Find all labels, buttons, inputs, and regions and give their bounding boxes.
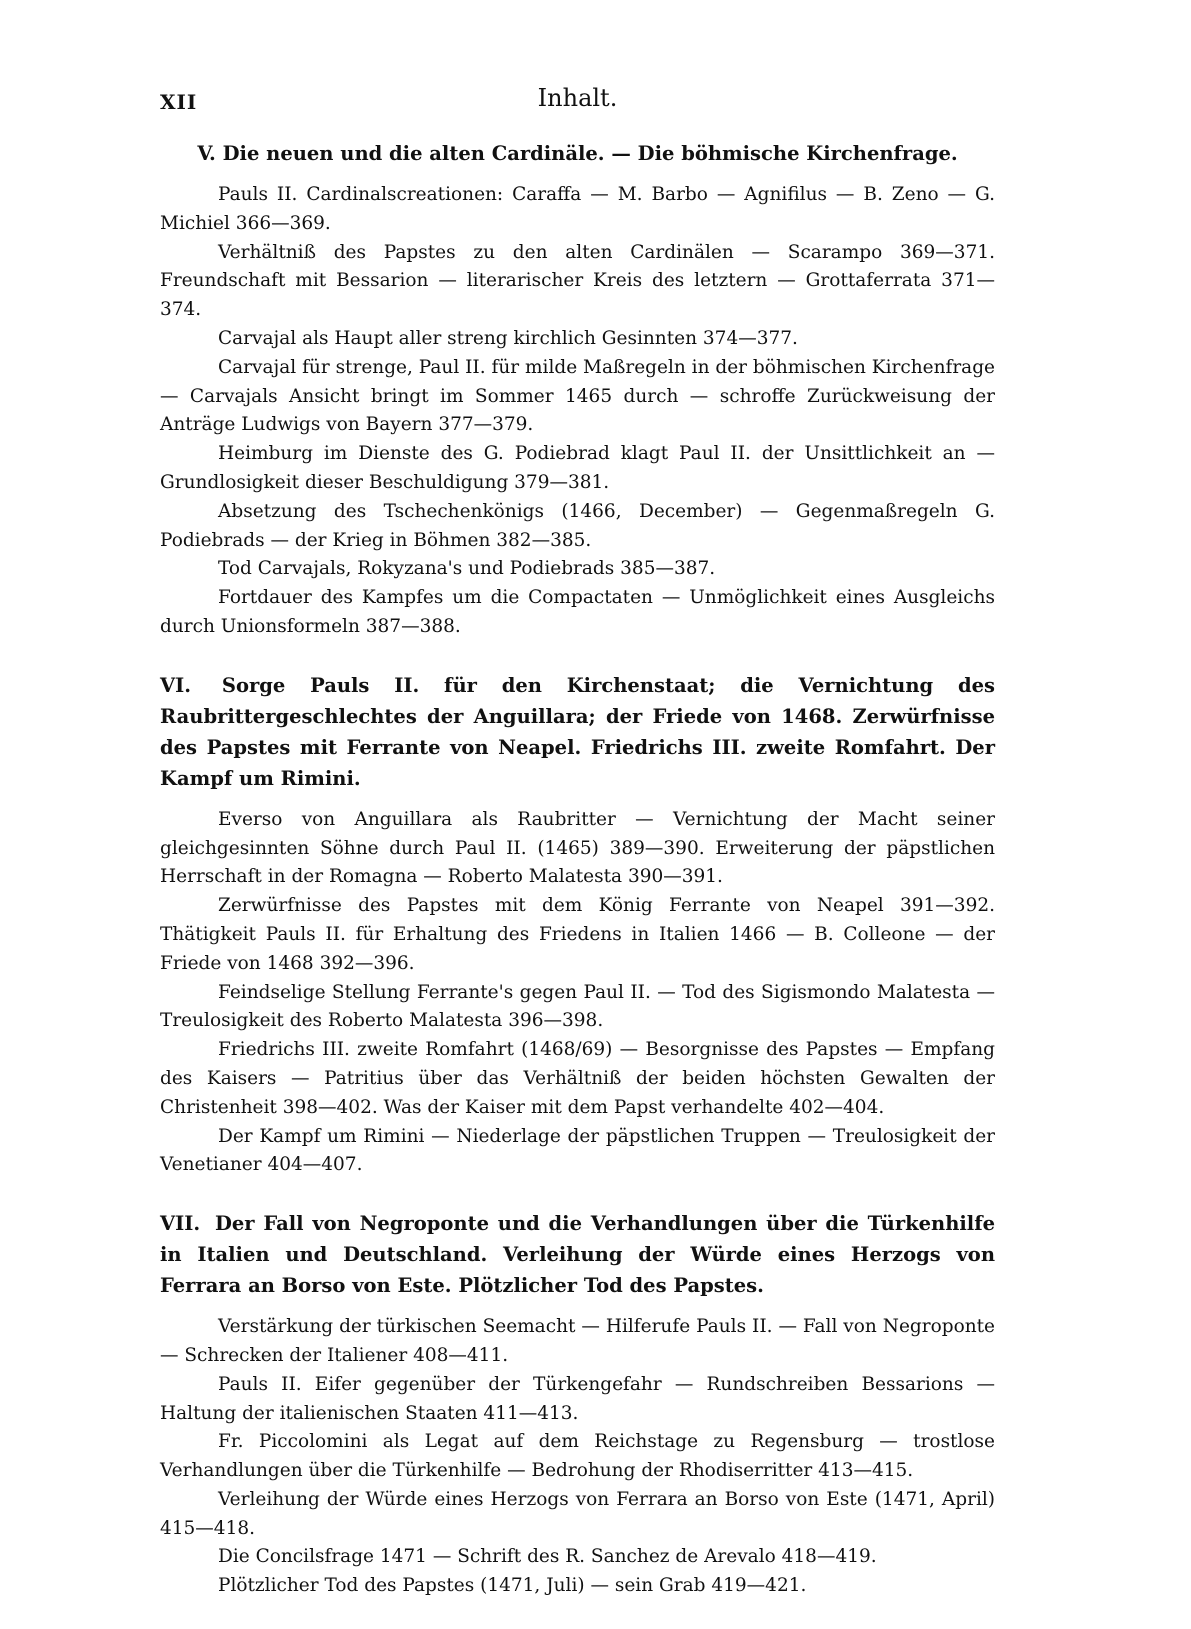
section-heading bbox=[160, 1208, 995, 1301]
toc-entry: Friedrichs III. zweite Romfahrt (1468/69) — Besorgnisse des Papstes — Empfang des Kaisers — Patritius über das Verhältniß der beiden höchsten Gewalten der Christenheit 398—402. Was der Kaiser mit dem Papst verhandelte 402—404. bbox=[160, 1039, 995, 1118]
toc-entry: Carvajal als Haupt aller streng kirchlich Gesinnten 374—377. bbox=[218, 327, 798, 349]
section-number: VI. bbox=[160, 673, 192, 697]
toc-entry: Zerwürfnisse des Papstes mit dem König Ferrante von Neapel 391—392. Thätigkeit Pauls II. für Erhaltung des Friedens in Italien 1466 — B. Colleone — der Friede von 1468 392—396. bbox=[160, 895, 995, 974]
section-v-entries bbox=[160, 181, 995, 642]
page-header bbox=[160, 84, 995, 124]
page-number: XII bbox=[160, 90, 198, 114]
section-vii-heading bbox=[160, 1208, 995, 1301]
toc-entry: Fr. Piccolomini als Legat auf dem Reichstage zu Regensburg — trostlose Verhandlungen über die Türkenhilfe — Bedrohung der Rhodiserritter 413—415. bbox=[160, 1431, 995, 1482]
section-title: Der Fall von Negroponte und die Verhandlungen über die Türkenhilfe in Italien und Deutschland. Verleihung der Würde eines Herzogs von Ferrara an Borso von Este. Plötzlicher Tod des Papstes. bbox=[160, 1212, 995, 1298]
toc-entry: Carvajal für strenge, Paul II. für milde Maßregeln in der böhmischen Kirchenfrage — Carvajals Ansicht bringt im Sommer 1465 durch — schroffe Zurückweisung der Anträge Ludwigs von Bayern 377—379. bbox=[160, 356, 995, 436]
section-heading bbox=[160, 138, 995, 169]
toc-entry: Der Kampf um Rimini — Niederlage der päpstlichen Truppen — Treulosigkeit der Venetianer 404—407. bbox=[160, 1125, 995, 1176]
section-title: Die neuen und die alten Cardinäle. — Die böhmische Kirchenfrage. bbox=[222, 142, 958, 165]
toc-entry: Verstärkung der türkischen Seemacht — Hilferufe Pauls II. — Fall von Negroponte — Schrecken der Italiener 408—411. bbox=[160, 1316, 995, 1366]
toc-entry: Tod Carvajals, Rokyzana's und Podiebrads 385—387. bbox=[218, 558, 716, 580]
running-title: Inhalt. bbox=[537, 84, 618, 112]
section-title: Sorge Pauls II. für den Kirchenstaat; die Vernichtung des Raubrittergeschlechtes der Anguillara; der Friede von 1468. Zerwürfnisse des Papstes mit Ferrante von Neapel. Friedrichs III. zweite Romfahrt. Der Kampf um Rimini. bbox=[160, 673, 995, 790]
section-vi-entries bbox=[160, 806, 995, 1180]
toc-entry: Absetzung des Tschechenkönigs (1466, December) — Gegenmaßregeln G. Podiebrads — der Krieg in Böhmen 382—385. bbox=[160, 500, 995, 551]
toc-entry: Verleihung der Würde eines Herzogs von Ferrara an Borso von Este (1471, April) 415—418. bbox=[160, 1488, 995, 1539]
section-number: V. bbox=[197, 142, 216, 165]
section-heading bbox=[160, 670, 995, 794]
toc-entry: Heimburg im Dienste des G. Podiebrad klagt Paul II. der Unsittlichkeit an — Grundlosigkeit dieser Beschuldigung 379—381. bbox=[160, 443, 995, 493]
toc-entry: Verhältniß des Papstes zu den alten Cardinälen — Scarampo 369—371. Freundschaft mit Bessarion — literarischer Kreis des letztern — Grottaferrata 371—374. bbox=[160, 241, 995, 321]
toc-entry: Fortdauer des Kampfes um die Compactaten — Unmöglichkeit eines Ausgleichs durch Unionsformeln 387—388. bbox=[160, 587, 995, 637]
section-vii-entries bbox=[160, 1313, 995, 1601]
toc-entry: Everso von Anguillara als Raubritter — Vernichtung der Macht seiner gleichgesinnten Söhne durch Paul II. (1465) 389—390. Erweiterung der päpstlichen Herrschaft in der Romagna — Roberto Malatesta 390—391. bbox=[160, 808, 995, 888]
section-v-heading bbox=[160, 138, 995, 169]
toc-entry: Pauls II. Eifer gegenüber der Türkengefahr — Rundschreiben Bessarions — Haltung der italienischen Staaten 411—413. bbox=[160, 1373, 995, 1424]
section-vi-heading bbox=[160, 670, 995, 794]
toc-entry: Feindselige Stellung Ferrante's gegen Paul II. — Tod des Sigismondo Malatesta — Treulosigkeit des Roberto Malatesta 396—398. bbox=[160, 981, 995, 1032]
toc-entry: Die Concilsfrage 1471 — Schrift des R. Sanchez de Arevalo 418—419. bbox=[218, 1546, 877, 1568]
toc-entry: Pauls II. Cardinalscreationen: Caraffa — M. Barbo — Agnifilus — B. Zeno — G. Michiel 366—369. bbox=[160, 184, 995, 234]
section-number: VII. bbox=[160, 1212, 201, 1236]
table-of-contents bbox=[160, 138, 995, 1629]
toc-entry: Plötzlicher Tod des Papstes (1471, Juli) — sein Grab 419—421. bbox=[218, 1575, 807, 1597]
